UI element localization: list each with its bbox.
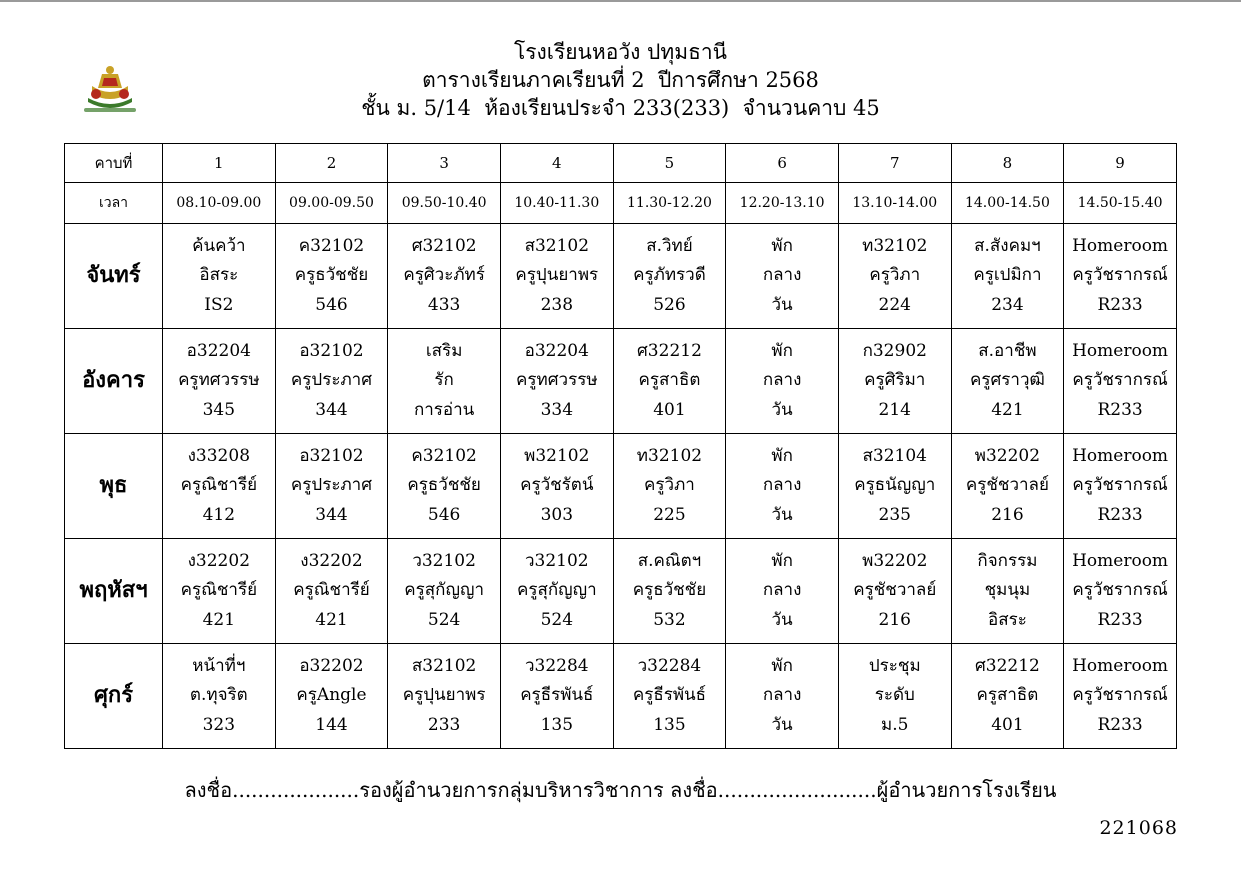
subject-code: ค32102: [298, 235, 365, 256]
class-cell: [613, 539, 726, 644]
subject-code: พัก: [771, 235, 793, 256]
class-cell: [726, 329, 839, 434]
class-cell: [951, 329, 1064, 434]
day-row: [65, 434, 1177, 539]
room-number: 345: [202, 399, 236, 420]
teacher-name: ครูวัชรากรณ์: [1072, 685, 1168, 706]
room-number: 526: [653, 294, 686, 315]
class-cell: [613, 224, 726, 329]
room-number: R233: [1097, 294, 1143, 315]
class-cell: [388, 224, 501, 329]
room-number: 234: [991, 294, 1024, 315]
teacher-name: ครูสาธิต: [638, 370, 701, 391]
class-cell: [388, 329, 501, 434]
period-number: 7: [838, 144, 951, 183]
period-time: 09.50-10.40: [388, 183, 501, 224]
class-cell: [838, 434, 951, 539]
room-number: 323: [202, 714, 236, 735]
period-time: 11.30-12.20: [613, 183, 726, 224]
subject-code: พัก: [771, 655, 793, 676]
class-cell: [163, 329, 276, 434]
period-header-row: [65, 144, 1177, 183]
period-time: 12.20-13.10: [726, 183, 839, 224]
class-cell: [163, 434, 276, 539]
room-number: 135: [653, 714, 686, 735]
day-row: [65, 329, 1177, 434]
class-cell: [275, 224, 388, 329]
teacher-name: ครูวัชรากรณ์: [1072, 265, 1168, 286]
day-name: ศุกร์: [65, 644, 163, 749]
class-cell: [500, 434, 613, 539]
room-number: 401: [991, 714, 1024, 735]
day-name: พฤหัสฯ: [65, 539, 163, 644]
class-cell: [726, 644, 839, 749]
class-cell: [613, 644, 726, 749]
class-cell: [275, 644, 388, 749]
room-number: 224: [878, 294, 911, 315]
teacher-name: กลาง: [762, 685, 802, 706]
teacher-name: ครูทศวรรษ: [516, 370, 598, 391]
subject-code: ศ32212: [637, 340, 702, 361]
term-title: ตารางเรียนภาคเรียนที่ 2 ปีการศึกษา 2568: [422, 68, 819, 92]
class-cell: [838, 644, 951, 749]
period-label: คาบที่: [65, 144, 163, 183]
class-cell: [838, 329, 951, 434]
teacher-name: ต.ทุจริต: [189, 685, 248, 706]
room-number: 412: [202, 504, 236, 525]
teacher-name: กลาง: [762, 265, 802, 286]
teacher-name: ครูณิชารีย์: [180, 580, 258, 601]
period-time: 14.00-14.50: [951, 183, 1064, 224]
room-number: 546: [427, 504, 461, 525]
teacher-name: ครูชัชวาลย์: [965, 475, 1049, 496]
teacher-name: ระดับ: [874, 685, 915, 706]
document-code: 221068: [1099, 817, 1178, 839]
subject-code: ว32102: [524, 550, 589, 571]
room-number: R233: [1097, 504, 1143, 525]
period-number: 4: [500, 144, 613, 183]
teacher-name: ครูเปมิกา: [973, 265, 1042, 286]
period-time: 14.50-15.40: [1064, 183, 1177, 224]
subject-code: ศ32212: [974, 655, 1040, 676]
subject-code: Homeroom: [1072, 340, 1169, 361]
room-number: 135: [540, 714, 574, 735]
teacher-name: ครูศิวะภัทร์: [403, 265, 485, 286]
room-number: 303: [540, 504, 574, 525]
class-cell: [951, 644, 1064, 749]
top-divider: [0, 0, 1241, 2]
class-cell: [275, 329, 388, 434]
room-number: ม.5: [881, 714, 909, 735]
class-cell: [500, 329, 613, 434]
subject-code: พัก: [771, 340, 793, 361]
teacher-name: ครูสุกัญญา: [404, 580, 484, 601]
room-number: 225: [653, 504, 686, 525]
room-number: วัน: [771, 609, 793, 630]
room-number: 344: [315, 504, 348, 525]
day-row: [65, 539, 1177, 644]
teacher-name: อิสระ: [199, 265, 239, 286]
subject-code: ศ32102: [411, 235, 477, 256]
subject-code: Homeroom: [1072, 550, 1169, 571]
teacher-name: ครูวิภา: [869, 265, 921, 286]
room-number: 334: [540, 399, 574, 420]
teacher-name: รัก: [434, 370, 454, 391]
period-number: 2: [275, 144, 388, 183]
teacher-name: ครูวัชรากรณ์: [1072, 370, 1168, 391]
room-number: 546: [315, 294, 348, 315]
subject-code: ประชุม: [868, 655, 921, 676]
class-cell: [163, 224, 276, 329]
school-name: โรงเรียนหอวัง ปทุมธานี: [513, 40, 728, 64]
room-number: 532: [653, 609, 686, 630]
class-cell: [388, 434, 501, 539]
class-cell: [275, 434, 388, 539]
class-cell: [1064, 434, 1177, 539]
day-name: พุธ: [65, 434, 163, 539]
subject-code: พัก: [771, 445, 793, 466]
day-name: จันทร์: [65, 224, 163, 329]
document-header: [0, 38, 1241, 122]
day-row: [65, 644, 1177, 749]
teacher-name: ครูวัชรากรณ์: [1072, 580, 1168, 601]
subject-code: หน้าที่ฯ: [192, 655, 246, 676]
teacher-name: ครูปุนยาพร: [515, 265, 599, 286]
subject-code: อ32204: [186, 340, 251, 361]
subject-code: Homeroom: [1072, 655, 1169, 676]
class-cell: [500, 644, 613, 749]
room-number: 144: [315, 714, 348, 735]
subject-code: Homeroom: [1072, 445, 1169, 466]
room-number: 421: [991, 399, 1024, 420]
day-row: [65, 224, 1177, 329]
day-name: อังคาร: [65, 329, 163, 434]
teacher-name: ครูวัชรากรณ์: [1072, 475, 1168, 496]
teacher-name: ครูธวัชชัย: [632, 580, 707, 601]
subject-code: พัก: [771, 550, 793, 571]
subject-code: ส32102: [411, 655, 477, 676]
period-time: 09.00-09.50: [275, 183, 388, 224]
subject-code: ส.คณิตฯ: [637, 550, 702, 571]
room-number: 238: [540, 294, 574, 315]
teacher-name: ครูธีรพันธ์: [632, 685, 707, 706]
time-row: [65, 183, 1177, 224]
period-number: 5: [613, 144, 726, 183]
teacher-name: ครูศราวุฒิ: [969, 370, 1045, 391]
class-cell: [838, 539, 951, 644]
teacher-name: ครูวิภา: [644, 475, 695, 496]
room-number: วัน: [771, 714, 793, 735]
room-number: 233: [427, 714, 461, 735]
subject-code: ง33208: [187, 445, 251, 466]
subject-code: พ32202: [862, 550, 928, 571]
subject-code: ว32284: [637, 655, 702, 676]
subject-code: ส32104: [862, 445, 927, 466]
signature-line: ลงชื่อ....................รองผู้อำนวยการกลุ่มบริหารวิชาการ ลงชื่อ.........................ผู้อำนวยการโรงเรียน: [184, 778, 1057, 802]
room-number: 524: [427, 609, 461, 630]
teacher-name: ครูธวัชชัย: [407, 475, 481, 496]
room-number: R233: [1097, 609, 1143, 630]
class-cell: [613, 329, 726, 434]
teacher-name: ครูสาธิต: [976, 685, 1039, 706]
subject-code: ว32102: [412, 550, 476, 571]
class-cell: [951, 434, 1064, 539]
class-cell: [1064, 329, 1177, 434]
subject-code: ท32102: [862, 235, 928, 256]
period-number: 8: [951, 144, 1064, 183]
room-number: 214: [878, 399, 911, 420]
teacher-name: กลาง: [762, 475, 802, 496]
teacher-name: กลาง: [762, 370, 802, 391]
teacher-name: ชุมนุม: [984, 580, 1031, 601]
subject-code: เสริม: [425, 340, 463, 361]
class-cell: [1064, 539, 1177, 644]
class-cell: [951, 539, 1064, 644]
room-number: 421: [202, 609, 236, 630]
subject-code: ส.วิทย์: [646, 235, 693, 256]
subject-code: อ32102: [299, 445, 364, 466]
teacher-name: ครูวัชรัตน์: [520, 475, 594, 496]
teacher-name: ครูประภาศ: [290, 370, 373, 391]
class-cell: [726, 539, 839, 644]
teacher-name: ครูปุนยาพร: [402, 685, 486, 706]
subject-code: ท32102: [636, 445, 703, 466]
timetable: [64, 143, 1177, 749]
subject-code: พ32102: [524, 445, 590, 466]
teacher-name: ครูชัชวาลย์: [853, 580, 937, 601]
teacher-name: ครูภัทรวดี: [633, 265, 706, 286]
room-number: IS2: [204, 294, 234, 315]
subject-code: อ32102: [299, 340, 364, 361]
class-cell: [1064, 644, 1177, 749]
class-cell: [726, 434, 839, 539]
period-time: 13.10-14.00: [838, 183, 951, 224]
room-number: 344: [315, 399, 348, 420]
teacher-name: ครูณิชารีย์: [180, 475, 258, 496]
time-label: เวลา: [65, 183, 163, 224]
subject-code: ง32202: [300, 550, 363, 571]
subject-code: ว32284: [524, 655, 589, 676]
period-number: 3: [388, 144, 501, 183]
room-number: 433: [427, 294, 461, 315]
room-number: 216: [991, 504, 1024, 525]
room-number: วัน: [771, 504, 793, 525]
teacher-name: ครูธีรพันธ์: [520, 685, 594, 706]
teacher-name: ครูศิริมา: [864, 370, 926, 391]
room-number: 421: [315, 609, 348, 630]
room-number: R233: [1097, 399, 1143, 420]
subject-code: ส.อาชีพ: [978, 340, 1037, 361]
room-number: 524: [540, 609, 574, 630]
class-cell: [388, 644, 501, 749]
subject-code: กิจกรรม: [977, 550, 1038, 571]
class-cell: [388, 539, 501, 644]
room-number: 401: [653, 399, 686, 420]
subject-code: ส.สังคมฯ: [974, 235, 1041, 256]
subject-code: อ32202: [299, 655, 364, 676]
subject-code: ส32102: [524, 235, 590, 256]
room-number: วัน: [771, 294, 793, 315]
subject-code: ค32102: [411, 445, 477, 466]
room-number: 235: [878, 504, 911, 525]
room-number: 216: [878, 609, 911, 630]
subject-code: ค้นคว้า: [192, 235, 246, 256]
class-cell: [163, 539, 276, 644]
period-time: 08.10-09.00: [163, 183, 276, 224]
class-cell: [163, 644, 276, 749]
period-number: 1: [163, 144, 276, 183]
class-cell: [838, 224, 951, 329]
subject-code: ง32202: [187, 550, 251, 571]
class-info: ชั้น ม. 5/14 ห้องเรียนประจำ 233(233) จำนวนคาบ 45: [361, 96, 880, 120]
class-cell: [275, 539, 388, 644]
room-number: การอ่าน: [413, 399, 475, 420]
subject-code: พ32202: [974, 445, 1041, 466]
period-number: 6: [726, 144, 839, 183]
teacher-name: ครูAngle: [296, 685, 367, 706]
class-cell: [500, 539, 613, 644]
class-cell: [726, 224, 839, 329]
teacher-name: ครูธวัชชัย: [294, 265, 369, 286]
teacher-name: ครูธนัญญา: [854, 475, 936, 496]
teacher-name: ครูทศวรรษ: [178, 370, 260, 391]
period-number: 9: [1064, 144, 1177, 183]
teacher-name: ครูณิชารีย์: [293, 580, 370, 601]
class-cell: [951, 224, 1064, 329]
subject-code: อ32204: [524, 340, 589, 361]
room-number: อิสระ: [987, 609, 1027, 630]
teacher-name: ครูประภาศ: [290, 475, 373, 496]
teacher-name: กลาง: [762, 580, 802, 601]
class-cell: [500, 224, 613, 329]
teacher-name: ครูสุกัญญา: [516, 580, 597, 601]
subject-code: ก32902: [862, 340, 927, 361]
class-cell: [613, 434, 726, 539]
class-cell: [1064, 224, 1177, 329]
room-number: วัน: [771, 399, 793, 420]
period-time: 10.40-11.30: [500, 183, 613, 224]
subject-code: Homeroom: [1072, 235, 1169, 256]
room-number: R233: [1097, 714, 1143, 735]
